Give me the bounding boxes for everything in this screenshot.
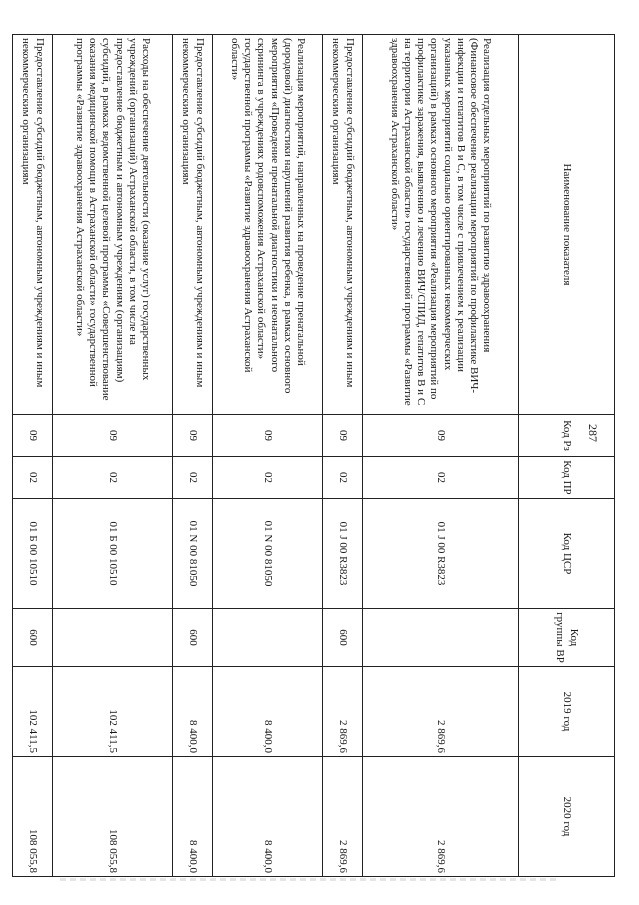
header-name: Наименование показателя bbox=[519, 35, 615, 415]
rotated-page bbox=[12, 34, 615, 876]
row-name: Предоставление субсидий бюджетным, автономным учреждениям и иным некоммерческим организациям bbox=[13, 35, 53, 415]
row-2019: 102 411,5 bbox=[13, 667, 53, 757]
header-vr: Код группы ВР bbox=[519, 609, 615, 667]
table-row bbox=[173, 35, 213, 877]
row-2019: 102 411,5 bbox=[53, 667, 173, 757]
row-rz: 09 bbox=[53, 415, 173, 457]
budget-table bbox=[12, 34, 615, 877]
scan-bleed-marks bbox=[60, 878, 560, 881]
table-row bbox=[53, 35, 173, 877]
row-2019: 2 869,6 bbox=[363, 667, 519, 757]
row-pr: 02 bbox=[323, 457, 363, 499]
row-2020: 2 869,6 bbox=[323, 757, 363, 877]
header-rz: Код Рз bbox=[519, 415, 615, 457]
row-2020: 8 400,0 bbox=[213, 757, 323, 877]
table-row bbox=[323, 35, 363, 877]
row-rz: 09 bbox=[323, 415, 363, 457]
row-2020: 8 400,0 bbox=[173, 757, 213, 877]
row-pr: 02 bbox=[213, 457, 323, 499]
row-2019: 8 400,0 bbox=[213, 667, 323, 757]
row-rz: 09 bbox=[363, 415, 519, 457]
row-vr: 600 bbox=[323, 609, 363, 667]
row-pr: 02 bbox=[53, 457, 173, 499]
header-2020: 2020 год bbox=[519, 757, 615, 877]
table-row bbox=[213, 35, 323, 877]
table-row bbox=[363, 35, 519, 877]
row-rz: 09 bbox=[213, 415, 323, 457]
header-pr: Код ПР bbox=[519, 457, 615, 499]
row-csr: 01 Б 00 10510 bbox=[13, 499, 53, 609]
row-vr bbox=[363, 609, 519, 667]
row-csr: 01 N 00 81050 bbox=[213, 499, 323, 609]
page-number: 287 bbox=[586, 424, 600, 442]
row-rz: 09 bbox=[173, 415, 213, 457]
row-vr bbox=[53, 609, 173, 667]
row-csr: 01 Б 00 10510 bbox=[53, 499, 173, 609]
header-2019: 2019 год bbox=[519, 667, 615, 757]
row-name: Реализация отдельных мероприятий по развитию здравоохранения (Финансовое обеспечение реализации мероприятий по профилактике ВИЧ-инфекции и гепатитов В и С, в том числе с привлечением к реализации указанных мероприятий социально ориентированных некоммерческих организаций) в рамках основного мероприятия «Реализация мероприятий по профилактике заражения, выявлению и лечению ВИЧ/СПИД, гепатитов В и С на территории Астраханской области» государственной программы «Развитие здравоохранения Астраханской области» bbox=[363, 35, 519, 415]
row-pr: 02 bbox=[13, 457, 53, 499]
row-vr: 600 bbox=[13, 609, 53, 667]
row-name: Предоставление субсидий бюджетным, автономным учреждениям и иным некоммерческим организациям bbox=[173, 35, 213, 415]
row-2020: 108 055,8 bbox=[53, 757, 173, 877]
row-csr: 01 J 00 R3823 bbox=[323, 499, 363, 609]
row-rz: 09 bbox=[13, 415, 53, 457]
row-pr: 02 bbox=[363, 457, 519, 499]
row-2019: 8 400,0 bbox=[173, 667, 213, 757]
row-name: Реализация мероприятий, направленных на проведение пренатальной (дородовой) диагностики нарушений развития ребенка, в рамках основного мероприятия «Проведение пренатальной диагностики и неонатального скрининга в учреждениях родовспоможения Астраханской области» государственной программы «Развитие здравоохранения Астраханской области» bbox=[213, 35, 323, 415]
row-2019: 2 869,6 bbox=[323, 667, 363, 757]
row-name: Предоставление субсидий бюджетным, автономным учреждениям и иным некоммерческим организациям bbox=[323, 35, 363, 415]
header-csr: Код ЦСР bbox=[519, 499, 615, 609]
row-2020: 2 869,6 bbox=[363, 757, 519, 877]
row-csr: 01 N 00 81050 bbox=[173, 499, 213, 609]
row-name: Расходы на обеспечение деятельности (оказание услуг) государственных учреждений (организаций) Астраханской области, в том числе на предоставление бюджетным и автономным учреждениям (организациям) субсидий, в рамках ведомственной целевой программы «Совершенствование оказания медицинской помощи в Астраханской области» государственной программы «Развитие здравоохранения Астраханской области» bbox=[53, 35, 173, 415]
row-vr bbox=[213, 609, 323, 667]
row-pr: 02 bbox=[173, 457, 213, 499]
table-header-row bbox=[519, 35, 615, 877]
table-row bbox=[13, 35, 53, 877]
row-vr: 600 bbox=[173, 609, 213, 667]
row-csr: 01 J 00 R3823 bbox=[363, 499, 519, 609]
row-2020: 108 055,8 bbox=[13, 757, 53, 877]
